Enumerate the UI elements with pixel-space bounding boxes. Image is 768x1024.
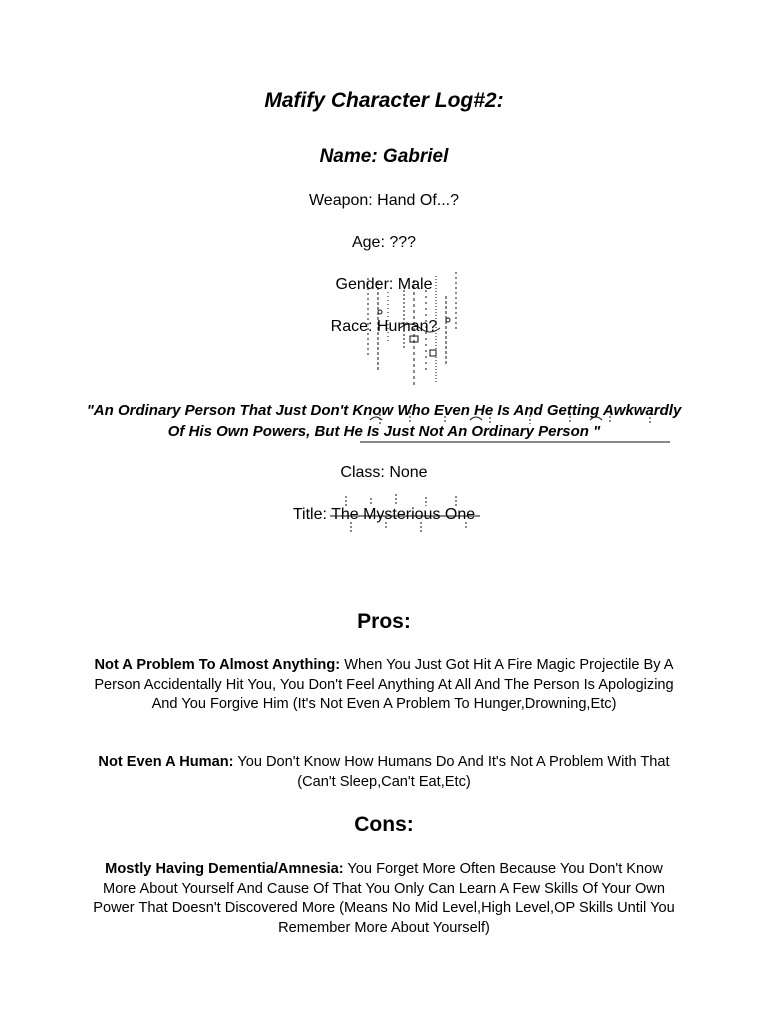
pros-item	[90, 753, 678, 792]
race-field: Race: Human?	[330, 318, 438, 335]
character-name: Name: Gabriel	[319, 146, 449, 167]
pros-item-text: You Don't Know How Humans Do And It's Not A Problem With That (Can't Sleep,Can't Eat,Etc)	[233, 754, 670, 790]
gender-field: Gender: Male	[335, 276, 433, 293]
cons-item	[90, 860, 678, 938]
pros-item-text: When You Just Got Hit A Fire Magic Projectile By A Person Accidentally Hit You, You Don't Feel Anything At All And The Person Is Apologizing And You Forgive Him (It's Not Even A Problem To Hunger,Drowning,Etc)	[94, 657, 674, 712]
cons-heading: Cons:	[354, 813, 414, 836]
age-field: Age: ???	[351, 234, 417, 251]
pros-item	[90, 656, 678, 715]
pros-heading: Pros:	[357, 610, 411, 633]
cons-item-label: Mostly Having Dementia/Amnesia:	[105, 861, 344, 877]
class-field: Class: None	[340, 464, 428, 481]
cons-item-text: You Forget More Often Because You Don't Know More About Yourself And Cause Of That You Only Can Learn A Few Skills Of Your Own Power That Doesn't Discovered More (Means No Mid Level,High Level,OP Skills Until You Remember More About Yourself)	[93, 861, 675, 936]
pros-item-label: Not A Problem To Almost Anything:	[94, 657, 341, 673]
pros-item-label: Not Even A Human:	[98, 754, 234, 770]
character-quote: "An Ordinary Person That Just Don't Know Who Even He Is And Getting Awkwardly Of His Own Powers, But He Is Just Not An Ordinary Person "	[86, 402, 682, 440]
weapon-field: Weapon: Hand Of...?	[308, 192, 459, 209]
document-title: Mafify Character Log#2:	[264, 89, 504, 112]
title-field: Title: The Mysterious One	[292, 506, 476, 523]
